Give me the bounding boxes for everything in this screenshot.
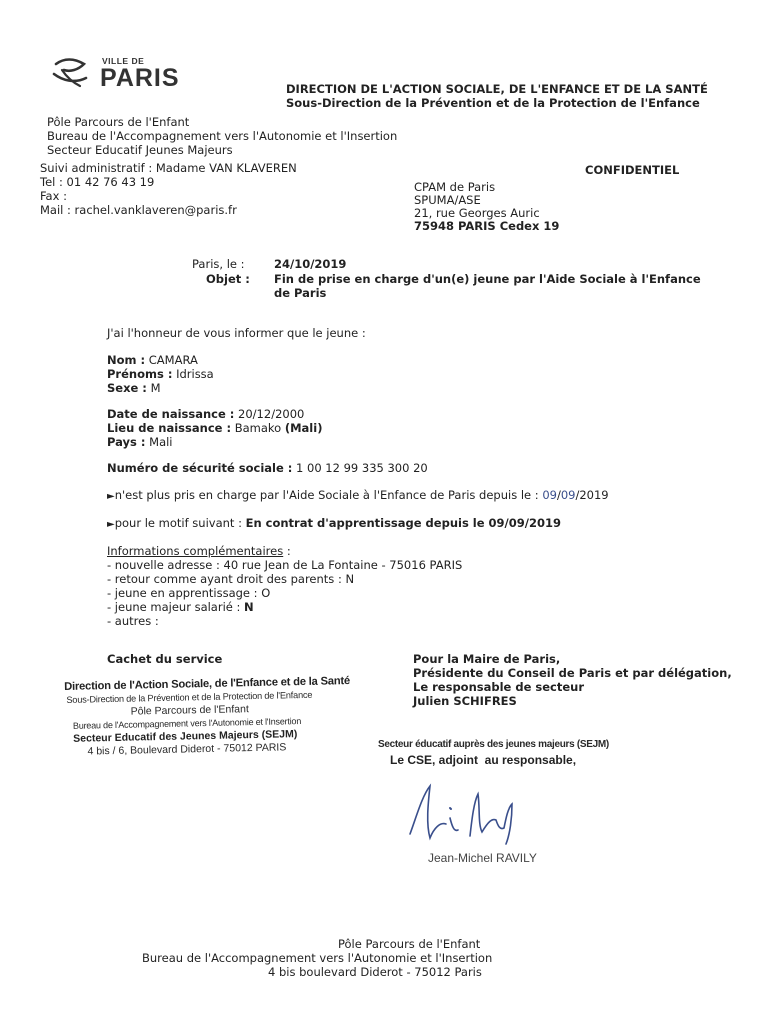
bullet1-text: n'est plus pris en charge par l'Aide Sociale à l'Enfance de Paris depuis le : bbox=[114, 488, 539, 502]
prenoms-row bbox=[107, 367, 214, 381]
pays-label: Pays : bbox=[107, 435, 146, 449]
info-item-1: - nouvelle adresse : 40 rue Jean de La Fontaine - 75016 PARIS bbox=[107, 558, 463, 572]
signatory-line1: Pour la Maire de Paris, bbox=[413, 652, 561, 666]
sexe-value: M bbox=[150, 381, 161, 395]
lieu-handwritten: (Mali) bbox=[284, 421, 323, 435]
object-label: Objet : bbox=[206, 272, 250, 286]
stamp-line6: 4 bis / 6, Boulevard Diderot - 75012 PARIS bbox=[87, 741, 287, 758]
info-item-3-value: O bbox=[261, 586, 271, 600]
pays-row bbox=[107, 435, 173, 449]
info-item-3 bbox=[107, 586, 270, 600]
bullet2-row bbox=[107, 516, 561, 532]
signatory-line2: Présidente du Conseil de Paris et par délégation, bbox=[413, 666, 732, 680]
secu-row bbox=[107, 461, 428, 475]
info-item-4-value: N bbox=[244, 600, 254, 614]
signature-icon bbox=[400, 778, 540, 858]
sender-mail: Mail : rachel.vanklaveren@paris.fr bbox=[40, 203, 237, 217]
service-stamp bbox=[64, 674, 356, 759]
info-item-2 bbox=[107, 572, 354, 586]
sender-tel: Tel : 01 42 76 43 19 bbox=[40, 175, 155, 189]
sexe-label: Sexe : bbox=[107, 381, 147, 395]
info-title-colon: : bbox=[283, 544, 291, 558]
signatory-stamp-line2: Le CSE, adjoint au responsable, bbox=[390, 753, 577, 767]
signatory-line3: Le responsable de secteur bbox=[413, 680, 585, 694]
date-value: 24/10/2019 bbox=[274, 257, 347, 271]
footer-line3: 4 bis boulevard Diderot - 75012 Paris bbox=[268, 965, 482, 979]
signatory-stamp-line1: Secteur éducatif auprès des jeunes majeurs (SEJM) bbox=[378, 739, 609, 750]
footer-line1: Pôle Parcours de l'Enfant bbox=[338, 937, 481, 951]
logo-top-text: VILLE DE bbox=[102, 56, 145, 66]
sender-suivi: Suivi administratif : Madame VAN KLAVEREN bbox=[40, 161, 297, 175]
date-label: Paris, le : bbox=[192, 257, 245, 271]
bullet1-sep: / bbox=[556, 488, 561, 502]
header-subdirection: Sous-Direction de la Prévention et de la Protection de l'Enfance bbox=[286, 96, 700, 110]
stamp-line2: Sous-Direction de la Prévention et de la Protection de l'Enfance bbox=[66, 689, 313, 705]
confidential-label: CONFIDENTIEL bbox=[585, 163, 680, 177]
nom-label: Nom : bbox=[107, 353, 146, 367]
info-title-row bbox=[107, 544, 291, 558]
prenoms-value: Idrissa bbox=[176, 367, 214, 381]
footer-line2: Bureau de l'Accompagnement vers l'Autonomie et l'Insertion bbox=[142, 951, 493, 965]
recipient-line2: SPUMA/ASE bbox=[414, 193, 481, 207]
sexe-row bbox=[107, 381, 161, 395]
signatory-line4: Julien SCHIFRES bbox=[413, 694, 517, 708]
info-item-4-text: - jeune majeur salarié : bbox=[107, 600, 241, 614]
info-item-4 bbox=[107, 600, 254, 614]
info-item-2-text: - retour comme ayant droit des parents : bbox=[107, 572, 342, 586]
lieu-value: Bamako bbox=[234, 421, 282, 435]
stamp-line3: Pôle Parcours de l'Enfant bbox=[130, 703, 249, 718]
sender-line2: Bureau de l'Accompagnement vers l'Autonomie et l'Insertion bbox=[47, 129, 398, 143]
nom-row bbox=[107, 353, 198, 367]
pays-value: Mali bbox=[149, 435, 173, 449]
bullet1-year: /2019 bbox=[575, 488, 609, 502]
stamp-line1: Direction de l'Action Sociale, de l'Enfance et de la Santé bbox=[64, 675, 351, 693]
arrow-bullet-icon: ► bbox=[107, 519, 115, 530]
paris-emblem-icon bbox=[50, 56, 90, 90]
info-item-2-value: N bbox=[345, 572, 355, 586]
object-line2: de Paris bbox=[274, 286, 327, 300]
bullet2-text: pour le motif suivant : bbox=[114, 516, 242, 530]
bullet2-bold: En contrat d'apprentissage depuis le 09/09/2019 bbox=[245, 516, 561, 530]
sender-line3: Secteur Educatif Jeunes Majeurs bbox=[47, 143, 233, 157]
dob-value: 20/12/2000 bbox=[238, 407, 305, 421]
bullet1-row bbox=[107, 488, 609, 504]
nom-value: CAMARA bbox=[148, 353, 198, 367]
bullet1-month: 09 bbox=[560, 488, 576, 502]
dob-row bbox=[107, 407, 304, 421]
lieu-label: Lieu de naissance : bbox=[107, 421, 232, 435]
recipient-line1: CPAM de Paris bbox=[414, 180, 496, 194]
info-title: Informations complémentaires bbox=[107, 544, 284, 558]
recipient-line4: 75948 PARIS Cedex 19 bbox=[414, 219, 560, 233]
object-line1: Fin de prise en charge d'un(e) jeune par l'Aide Sociale à l'Enfance bbox=[274, 272, 701, 286]
cachet-label: Cachet du service bbox=[107, 652, 223, 666]
secu-value: 1 00 12 99 335 300 20 bbox=[296, 461, 428, 475]
prenoms-label: Prénoms : bbox=[107, 367, 173, 381]
info-item-5: - autres : bbox=[107, 614, 159, 628]
stamp-line4: Bureau de l'Accompagnement vers l'Autonomie et l'Insertion bbox=[72, 716, 302, 731]
stamp-line5: Secteur Educatif des Jeunes Majeurs (SEJM) bbox=[73, 728, 298, 745]
recipient-line3: 21, rue Georges Auric bbox=[414, 206, 540, 220]
sender-fax: Fax : bbox=[40, 189, 67, 203]
arrow-bullet-icon: ► bbox=[107, 491, 115, 502]
logo-main-text: PARIS bbox=[100, 64, 180, 92]
sender-line1: Pôle Parcours de l'Enfant bbox=[47, 115, 190, 129]
signatory-stamp-name: Jean-Michel RAVILY bbox=[428, 851, 537, 865]
header-direction: DIRECTION DE L'ACTION SOCIALE, DE L'ENFANCE ET DE LA SANTÉ bbox=[286, 82, 708, 96]
lieu-row bbox=[107, 421, 322, 435]
secu-label: Numéro de sécurité sociale : bbox=[107, 461, 293, 475]
bullet1-day: 09 bbox=[542, 488, 557, 502]
info-item-3-text: - jeune en apprentissage : bbox=[107, 586, 258, 600]
dob-label: Date de naissance : bbox=[107, 407, 235, 421]
intro-text: J'ai l'honneur de vous informer que le jeune : bbox=[107, 326, 366, 340]
